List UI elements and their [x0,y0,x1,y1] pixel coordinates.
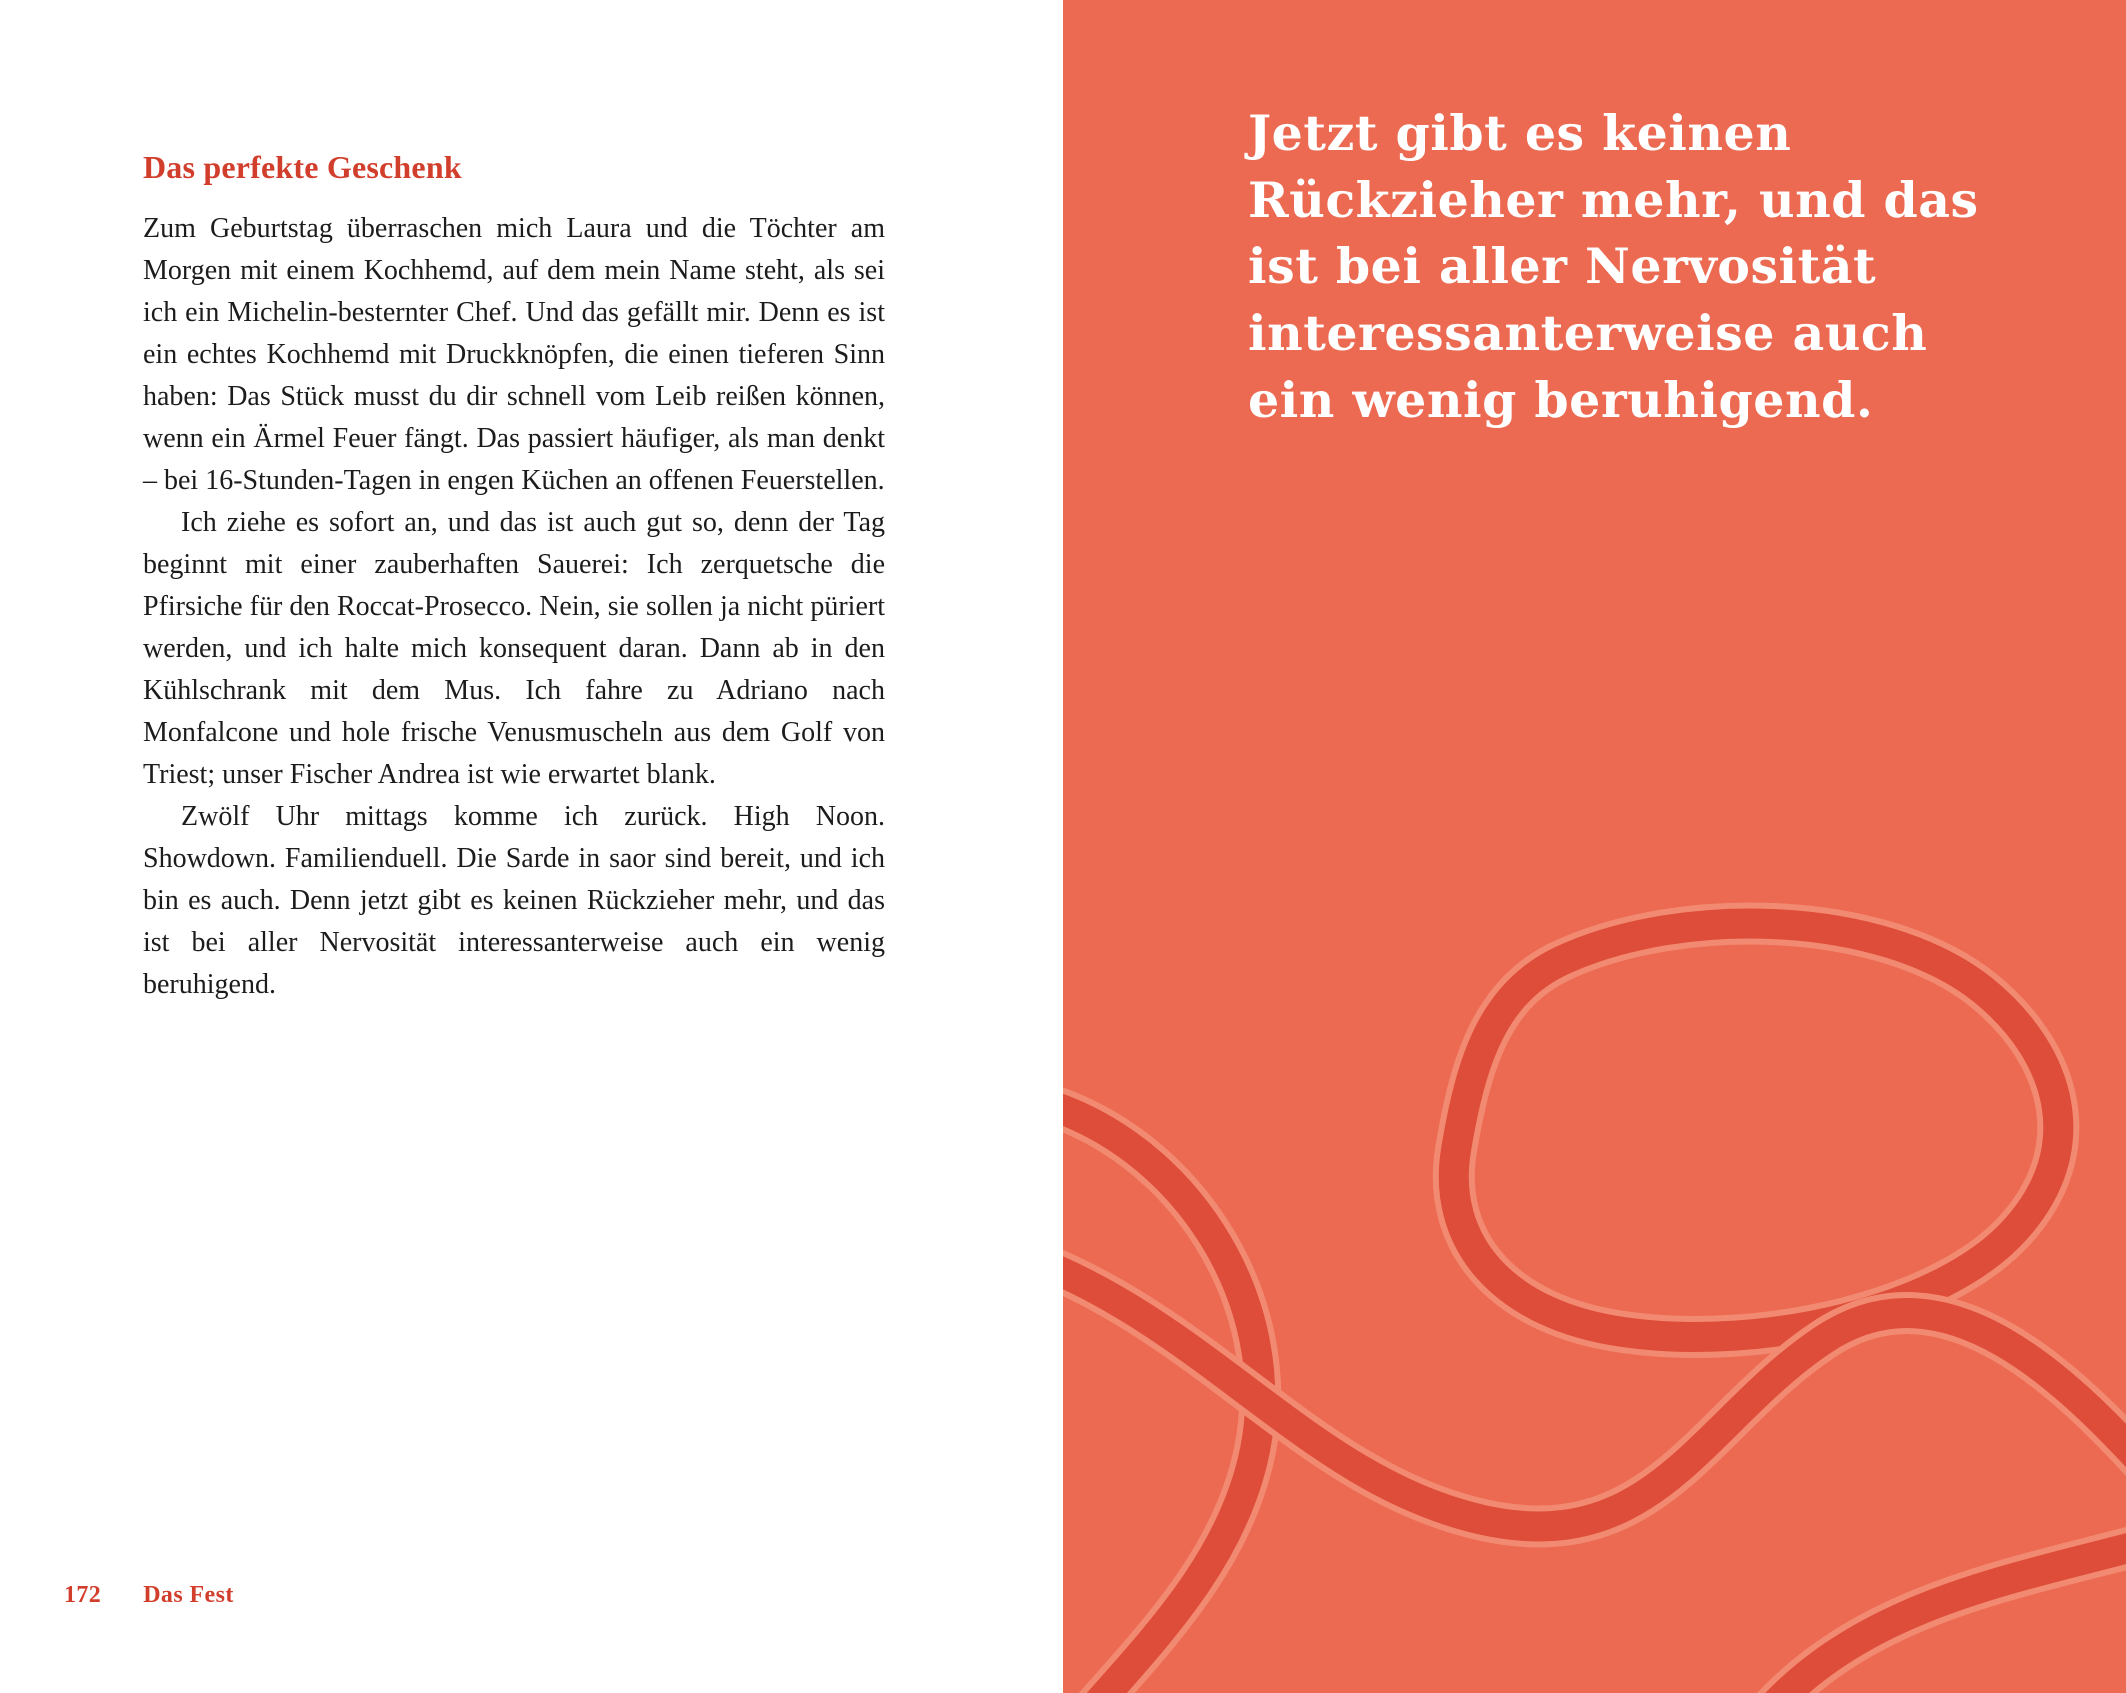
book-title: Das Fest [143,1582,234,1608]
page-footer [64,1582,234,1609]
section-heading: Das perfekte Geschenk [143,148,462,185]
page-number: 172 [64,1582,102,1608]
noodle-curve [1454,924,2059,1337]
body-text-column [143,208,885,1006]
paragraph: Zum Geburtstag überraschen mich Laura und die Töchter am Morgen mit einem Kochhemd, auf dem mein Name steht, als sei ich ein Michelin-besternter Chef. Und das gefällt mir. Denn es ist ein echtes Kochhemd mit Druckknöpfen, die einen tieferen Sinn haben: Das Stück musst du dir schnell vom Leib reißen können, wenn ein Ärmel Feuer fängt. Das passiert häufiger, als man denkt – bei 16-Stunden-Tagen in engen Küchen an offenen Feuerstellen. [143,213,885,496]
pull-quote-line: Rückzieher mehr, und das [1248,170,1979,229]
pull-quote-line: ist bei aller Nervosität [1248,237,1877,296]
pull-quote-line: ein wenig beruhigend. [1248,370,1874,429]
noodle-curve [1761,1540,2126,1693]
paragraph: Zwölf Uhr mittags komme ich zurück. High Noon. Showdown. Familienduell. Die Sarde in saor sind bereit, und ich bin es auch. Denn jetzt gibt es keinen Rückzieher mehr, und das ist bei aller Nervosität interessanterweise auch ein wenig beruhigend. [143,801,885,1000]
pull-quote-line: interessanterweise auch [1248,303,1928,362]
paragraph: Ich ziehe es sofort an, und das ist auch gut so, denn der Tag beginnt mit einer zauberhaften Sauerei: Ich zerquetsche die Pfirsiche für den Roccat-Prosecco. Nein, sie sollen ja nicht püriert werden, und ich halte mich konsequent daran. Dann ab in den Kühlschrank mit dem Mus. Ich fahre zu Adriano nach Monfalcone und hole frische Venusmuscheln aus dem Golf von Triest; unser Fischer Andrea ist wie erwartet blank. [143,507,885,790]
pull-quote [1248,100,1979,433]
pull-quote-line: Jetzt gibt es keinen [1248,104,1792,162]
right-page [1063,0,2126,1693]
